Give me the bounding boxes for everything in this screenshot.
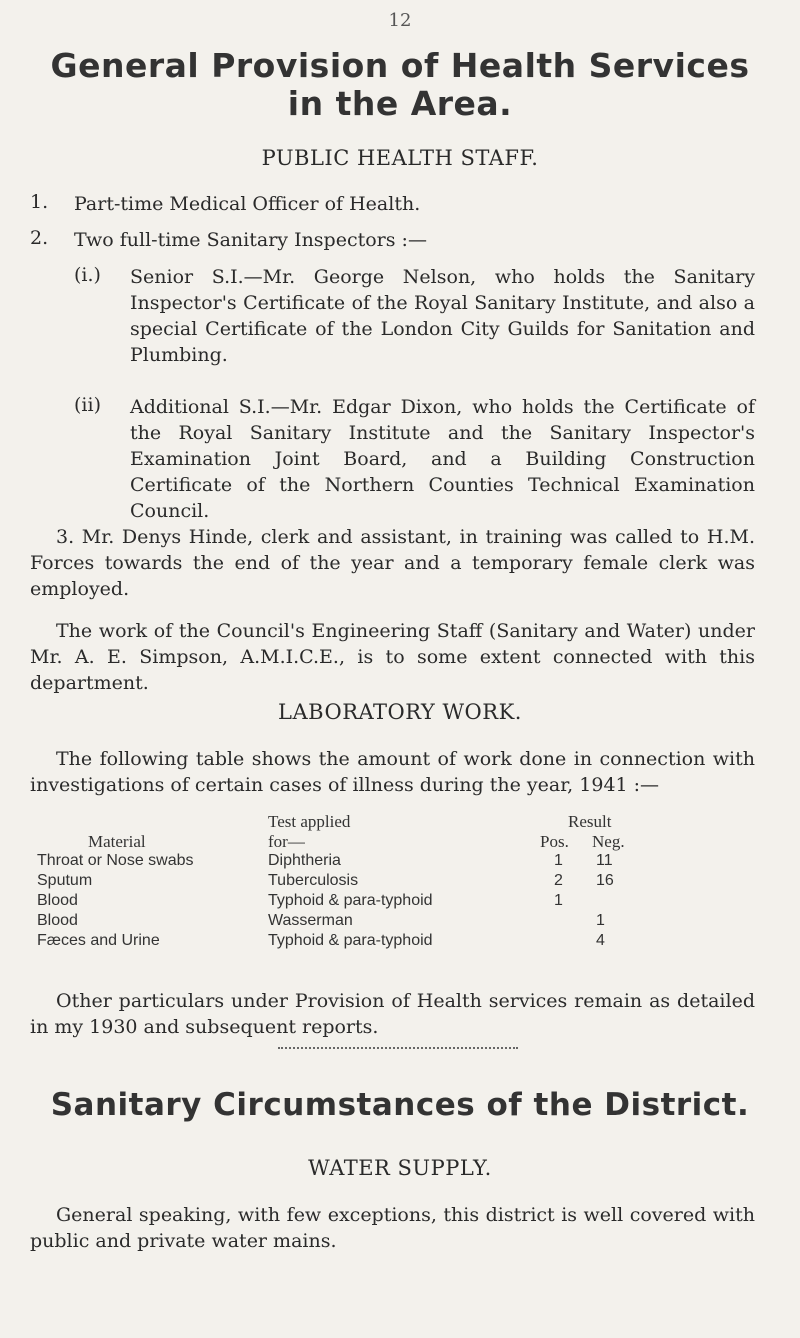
row-2-test: Tuberculosis [268, 872, 359, 889]
other-particulars-paragraph: Other particulars under Provision of Health services remain as detailed in my 1930 and subsequent reports. [30, 990, 755, 1038]
header-test-applied: Test applied [268, 812, 351, 831]
row-2-neg: 16 [596, 872, 614, 889]
header-for: for— [268, 832, 305, 851]
engineering-staff-paragraph: The work of the Council's Engineering Staff (Sanitary and Water) under Mr. A. E. Simpson, A.M.I.C.E., is to some extent connected with this department. [30, 620, 755, 694]
row-1-material: Throat or Nose swabs [37, 852, 194, 869]
row-4-test: Wasserman [268, 912, 353, 929]
item-3-paragraph: 3. Mr. Denys Hinde, clerk and assistant, in training was called to H.M. Forces towards the end of the year and a temporary female clerk was employed. [30, 526, 755, 600]
row-3-test: Typhoid & para-typhoid [268, 892, 433, 909]
row-3-pos: 1 [554, 892, 563, 909]
row-2-pos: 2 [554, 872, 563, 889]
main-title-line2: in the Area. [287, 84, 513, 123]
header-result: Result [568, 812, 612, 831]
water-supply-heading: WATER SUPPLY. [308, 1156, 492, 1180]
sub-item-i-number: (i.) [74, 264, 101, 286]
header-material: Material [88, 832, 146, 851]
main-title: General Provision of Health Services [50, 46, 750, 85]
laboratory-work-heading: LABORATORY WORK. [278, 700, 522, 724]
row-1-neg: 11 [596, 852, 613, 869]
row-3-material: Blood [37, 892, 78, 909]
row-4-neg: 1 [596, 912, 605, 929]
item-2-number: 2. [30, 227, 49, 249]
row-5-neg: 4 [596, 932, 605, 949]
laboratory-table [0, 812, 800, 982]
item-2-text: Two full-time Sanitary Inspectors :— [74, 229, 427, 251]
sub-item-ii-number: (ii) [74, 394, 101, 416]
header-pos: Pos. [540, 832, 569, 851]
sub-item-i-text: Senior S.I.—Mr. George Nelson, who holds the Sanitary Inspector's Certificate of the Royal Sanitary Institute, and also a special Certificate of the London City Guilds for Sanitation and Plumbing. [130, 266, 755, 366]
item-1-text: Part-time Medical Officer of Health. [74, 193, 421, 215]
row-4-material: Blood [37, 912, 78, 929]
sanitary-circumstances-heading: Sanitary Circumstances of the District. [50, 1087, 750, 1123]
row-5-material: Fæces and Urine [37, 932, 160, 949]
row-1-test: Diphtheria [268, 852, 341, 869]
header-neg: Neg. [592, 832, 625, 851]
water-supply-paragraph: General speaking, with few exceptions, this district is well covered with public and private water mains. [30, 1204, 755, 1252]
section-divider [278, 1047, 518, 1049]
sub-item-ii-text: Additional S.I.—Mr. Edgar Dixon, who holds the Certificate of the Royal Sanitary Institute and the Sanitary Inspector's Examination Joint Board, and a Building Construction Certificate of the Northern Counties Technical Examination Council. [130, 396, 755, 522]
public-health-staff-heading: PUBLIC HEALTH STAFF. [261, 146, 539, 170]
laboratory-intro: The following table shows the amount of work done in connection with investigations of certain cases of illness during the year, 1941 :— [30, 748, 755, 796]
row-5-test: Typhoid & para-typhoid [268, 932, 433, 949]
item-1-number: 1. [30, 191, 49, 213]
row-2-material: Sputum [37, 872, 93, 889]
row-1-pos: 1 [554, 852, 563, 869]
page-number: 12 [388, 10, 412, 31]
